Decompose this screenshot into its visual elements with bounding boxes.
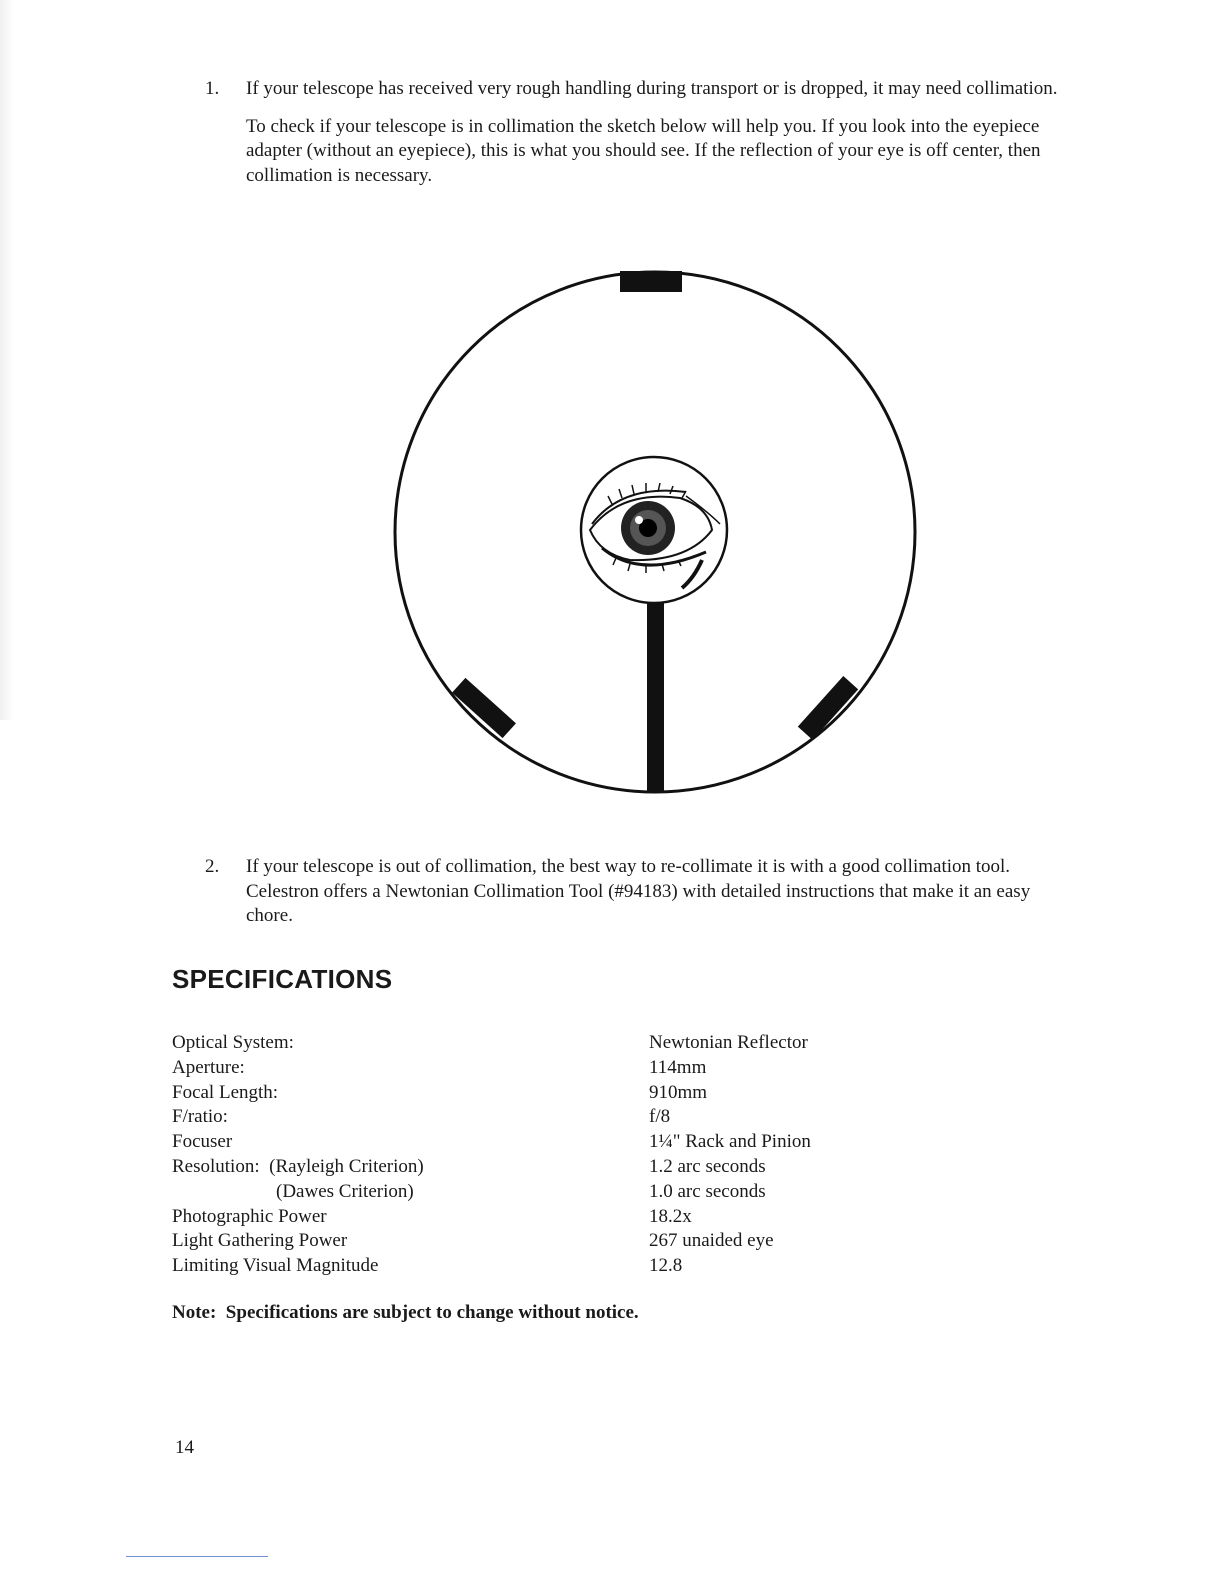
top-mirror-clip — [620, 271, 682, 292]
collimation-sketch — [390, 262, 924, 796]
spec-label: Focal Length: — [172, 1081, 279, 1103]
spec-label: Resolution: (Rayleigh Criterion) — [172, 1155, 424, 1177]
spec-label: Light Gathering Power — [172, 1230, 348, 1252]
spec-label: Optical System: — [172, 1032, 294, 1053]
specifications-note: Note: Specifications are subject to change without notice. — [172, 1302, 639, 1323]
specifications-heading: SPECIFICATIONS — [172, 964, 393, 994]
spec-row-photographic-power — [172, 1205, 892, 1230]
spec-label: Focuser — [172, 1131, 233, 1153]
spec-value: 910mm — [649, 1081, 708, 1103]
spider-vane — [647, 602, 664, 792]
spec-row-focuser — [172, 1130, 892, 1155]
item-1-paragraph-2: To check if your telescope is in collimation the sketch below will help you. If you look into the eyepiece adapter (without an eyepiece), this is what you should see. If the reflection of your eye is off center, then collimation is necessary. — [246, 115, 1041, 186]
spec-row-resolution-rayleigh — [172, 1155, 892, 1180]
specifications-table — [172, 1031, 892, 1279]
spec-label: F/ratio: — [172, 1106, 228, 1128]
right-mirror-clip — [798, 676, 858, 740]
spec-value: 1¼" Rack and Pinion — [649, 1131, 811, 1153]
collimation-item-1 — [205, 77, 1075, 188]
spec-row-light-gathering-power — [172, 1229, 892, 1254]
item-number: 1. — [205, 78, 220, 99]
spec-row-resolution-dawes — [172, 1180, 892, 1205]
spec-label: Photographic Power — [172, 1205, 327, 1227]
item-2-paragraph: If your telescope is out of collimation, the best way to re-collimate it is with a good collimation tool. Celestron offers a Newtonian Collimation Tool (#94183) with detailed instructions that make it an easy chore. — [246, 856, 1031, 926]
spec-label-text: (Dawes Criterion) — [276, 1180, 414, 1202]
scan-edge-shadow — [0, 0, 14, 720]
spec-label-indented — [172, 1180, 414, 1205]
spec-value: f/8 — [649, 1106, 671, 1128]
spec-value: 12.8 — [649, 1255, 683, 1277]
page-number: 14 — [175, 1437, 194, 1458]
spec-value: 1.0 arc seconds — [649, 1180, 766, 1202]
spec-row-limiting-magnitude — [172, 1254, 892, 1279]
item-1-paragraph-1: If your telescope has received very rough handling during transport or is dropped, it may need collimation. — [246, 78, 1058, 99]
spec-value: 1.2 arc seconds — [649, 1155, 766, 1177]
spec-label: Limiting Visual Magnitude — [172, 1255, 379, 1277]
spec-row-focal-length — [172, 1081, 892, 1106]
item-number: 2. — [205, 856, 220, 877]
spec-row-aperture — [172, 1056, 892, 1081]
spec-row-f-ratio — [172, 1105, 892, 1130]
spec-value: Newtonian Reflector — [649, 1032, 808, 1053]
spec-value: 114mm — [649, 1056, 707, 1078]
spec-value: 18.2x — [649, 1205, 692, 1227]
spec-label: Aperture: — [172, 1056, 245, 1078]
collimation-item-2 — [205, 855, 1075, 929]
bottom-rule — [126, 1556, 268, 1557]
spec-row-optical-system — [172, 1031, 892, 1056]
spec-value: 267 unaided eye — [649, 1230, 774, 1252]
